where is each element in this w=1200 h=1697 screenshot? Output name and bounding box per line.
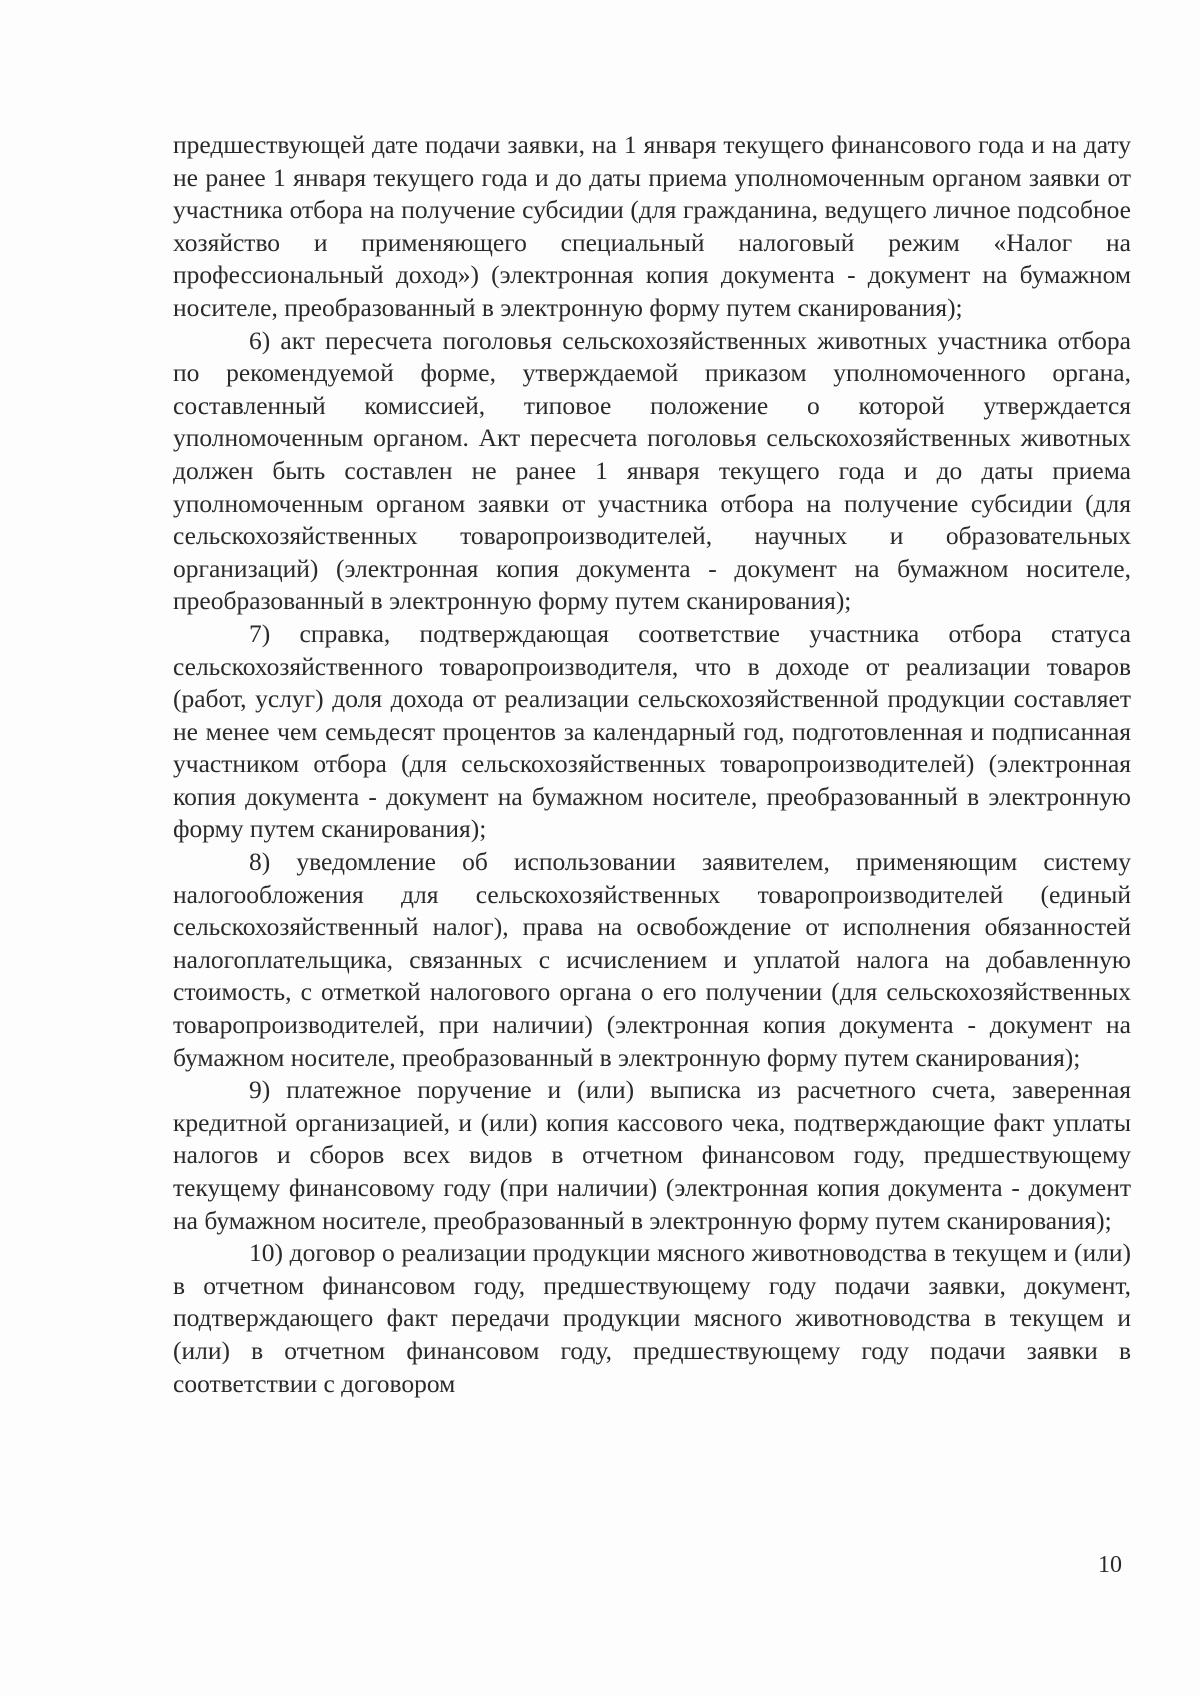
paragraph-item-7: 7) справка, подтверждающая соответствие участника отбора статуса сельскохозяйственного товаропроизводителя, что в доходе от реализации товаров (работ, услуг) доля дохода от реализации сельскохозяйственной продукции составляет не менее чем семьдесят процентов за календарный год, подготовленная и подписанная участником отбора (для сельскохозяйственных товаропроизводителей) (электронная копия документа - документ на бумажном носителе, преобразованный в электронную форму путем сканирования); [173,618,1131,844]
page-number: 10 [1098,1552,1122,1578]
paragraph-continuation: предшествующей дате подачи заявки, на 1 января текущего финансового года и на дату не ранее 1 января текущего года и до даты приема уполномоченным органом заявки от участника отбора на получение субсидии (для гражданина, ведущего личное подсобное хозяйство и применяющего специальный налоговый режим «Налог на профессиональный доход») (электронная копия документа - документ на бумажном носителе, преобразованный в электронную форму путем сканирования); [173,130,1131,322]
paragraph-item-8: 8) уведомление об использовании заявителем, применяющим систему налогообложения для сельскохозяйственных товаропроизводителей (единый сельскохозяйственный налог), права на освобождение от исполнения обязанностей налогоплательщика, связанных с исчислением и уплатой налога на добавленную стоимость, с отметкой налогового органа о его получении (для сельскохозяйственных товаропроизводителей, при наличии) (электронная копия документа - документ на бумажном носителе, преобразованный в электронную форму путем сканирования); [173,847,1131,1072]
paragraph-item-10: 10) договор о реализации продукции мясного животноводства в текущем и (или) в отчетном финансовом году, предшествующему году подачи заявки, документ, подтверждающего факт передачи продукции мясного животноводства в текущем и (или) в отчетном финансовом году, предшествующему году подачи заявки в соответствии с договором [173,1238,1131,1398]
document-body [173,129,1131,1400]
paragraph-item-6: 6) акт пересчета поголовья сельскохозяйственных животных участника отбора по рекомендуемой форме, утверждаемой приказом уполномоченного органа, составленный комиссией, типовое положение о которой утверждается уполномоченным органом. Акт пересчета поголовья сельскохозяйственных животных должен быть составлен не ранее 1 января текущего года и до даты приема уполномоченным органом заявки от участника отбора на получение субсидии (для сельскохозяйственных товаропроизводителей, научных и образовательных организаций) (электронная копия документа - документ на бумажном носителе, преобразованный в электронную форму путем сканирования); [173,325,1131,616]
paragraph-item-9: 9) платежное поручение и (или) выписка из расчетного счета, заверенная кредитной организацией, и (или) копия кассового чека, подтверждающие факт уплаты налогов и сборов всех видов в отчетном финансовом году, предшествующему текущему финансовому году (при наличии) (электронная копия документа - документ на бумажном носителе, преобразованный в электронную форму путем сканирования); [173,1075,1131,1235]
